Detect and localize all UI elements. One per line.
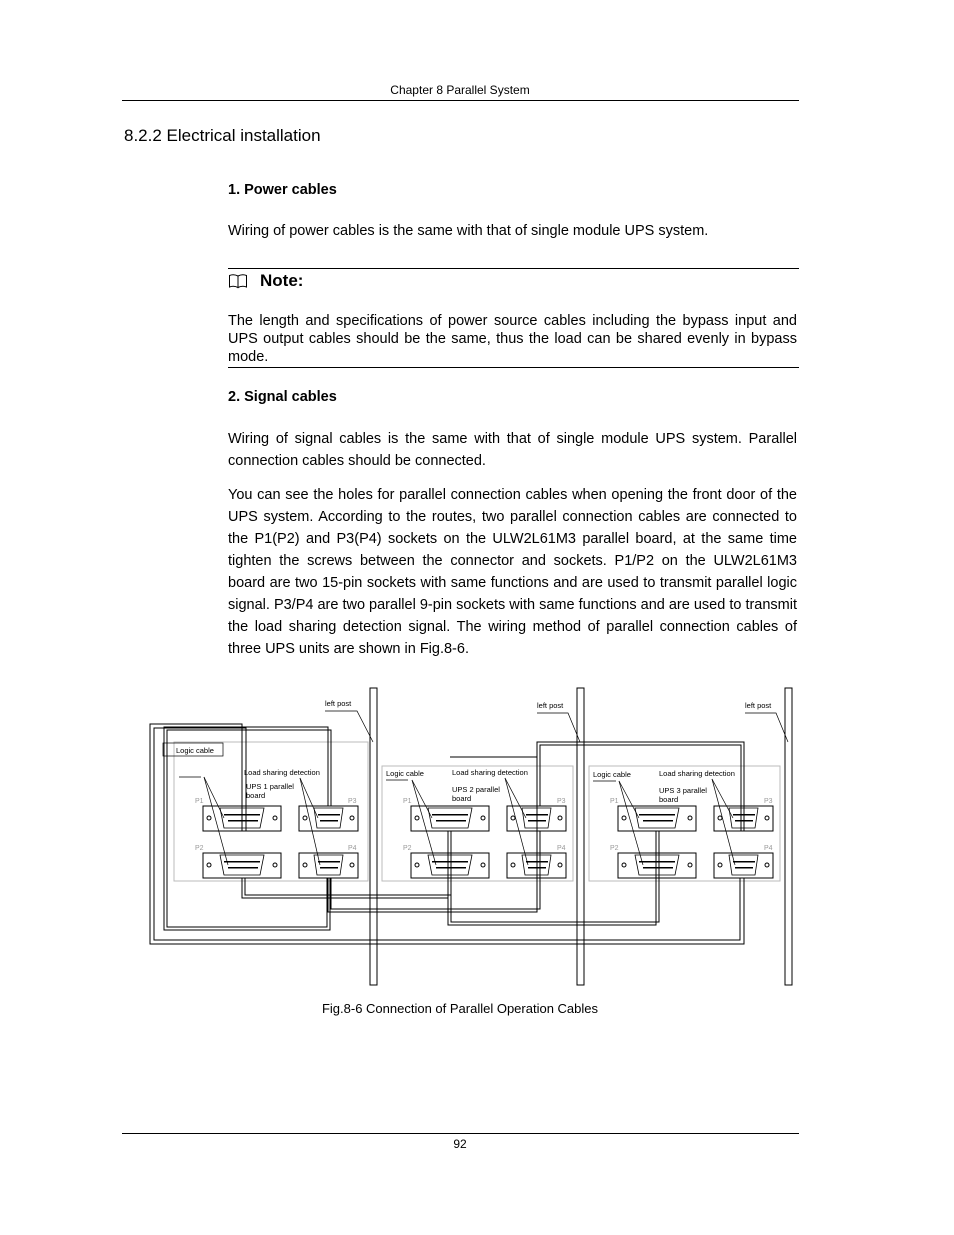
load-sharing-cables [164, 727, 744, 930]
logic-cable-label-3: Logic cable [593, 770, 631, 779]
signal-cables-para2: You can see the holes for parallel connection cables when opening the front door of the UPS system. According to the routes, two parallel connection cables are connected to the P1(P2) and P3(P4) sockets on the ULW2L61M3 parallel board, at the same time tighten the screws between the connector and sockets. P1/P2 on the ULW2L61M3 board are two 15-pin sockets with same functions and are used to transmit parallel logic signal. P3/P4 are two parallel 9-pin sockets with same functions and are used to transmit the load sharing detection signal. The wiring method of parallel connection cables of three UPS units are shown in Fig.8-6. [228, 487, 798, 657]
post-label-2: left post [537, 701, 564, 710]
board-2-label-line2: board [452, 794, 472, 803]
port-p4-board-1: P4 [348, 845, 357, 852]
parallel-board-2 [382, 766, 573, 881]
post-label-3: left post [745, 701, 772, 710]
pins-board-2 [432, 814, 548, 869]
parallel-board-3 [589, 766, 780, 881]
port-p2-board-1: P2 [195, 845, 204, 852]
port-p1-board-3: P1 [610, 798, 619, 805]
port-p3-board-1: P3 [348, 798, 357, 805]
power-cables-heading: 1. Power cables [228, 182, 337, 198]
board-2-label-line1: UPS 2 parallel [452, 785, 500, 794]
port-p1-board-2: P1 [403, 798, 412, 805]
left-post-3 [785, 688, 792, 985]
parallel-board-1 [174, 742, 368, 881]
port-p3-board-3: P3 [764, 798, 773, 805]
note-text: The length and specifications of power source cables including the bypass input and UPS output cables should be the same, thus the load can be shared evenly in bypass mode. [228, 313, 797, 365]
note-label: Note: [260, 271, 304, 290]
signal-cables-heading: 2. Signal cables [228, 389, 337, 405]
port-p2-board-2: P2 [403, 845, 412, 852]
port-p1-board-1: P1 [195, 798, 204, 805]
load-sharing-label-1: Load sharing detection [244, 768, 320, 777]
post-label-1: left post [325, 699, 352, 708]
signal-cables-para1: Wiring of signal cables is the same with that of single module UPS system. Parallel connection cables should be connected. [228, 431, 797, 469]
logic-cables [150, 724, 744, 944]
board-3-label-line2: board [659, 795, 679, 804]
port-p3-board-2: P3 [557, 798, 566, 805]
port-p4-board-3: P4 [764, 845, 773, 852]
board-3-label-line1: UPS 3 parallel [659, 786, 707, 795]
board-1-label-line2: board [246, 791, 266, 800]
footer-rule [122, 1133, 799, 1134]
port-p4-board-2: P4 [557, 845, 566, 852]
page-number: 92 [453, 1137, 467, 1151]
load-sharing-label-2: Load sharing detection [452, 768, 528, 777]
logic-cable-label-1: Logic cable [176, 746, 214, 755]
power-cables-text: Wiring of power cables is the same with that of single module UPS system. [228, 223, 709, 239]
board-1-label-line1: UPS 1 parallel [246, 782, 294, 791]
pins-board-1 [224, 814, 340, 869]
section-title: 8.2.2 Electrical installation [124, 126, 321, 145]
port-p2-board-3: P2 [610, 845, 619, 852]
load-sharing-label-3: Load sharing detection [659, 769, 735, 778]
figure-caption: Fig.8-6 Connection of Parallel Operation Cables [321, 1001, 599, 1016]
logic-cable-label-2: Logic cable [386, 769, 424, 778]
running-header: Chapter 8 Parallel System [390, 83, 530, 97]
